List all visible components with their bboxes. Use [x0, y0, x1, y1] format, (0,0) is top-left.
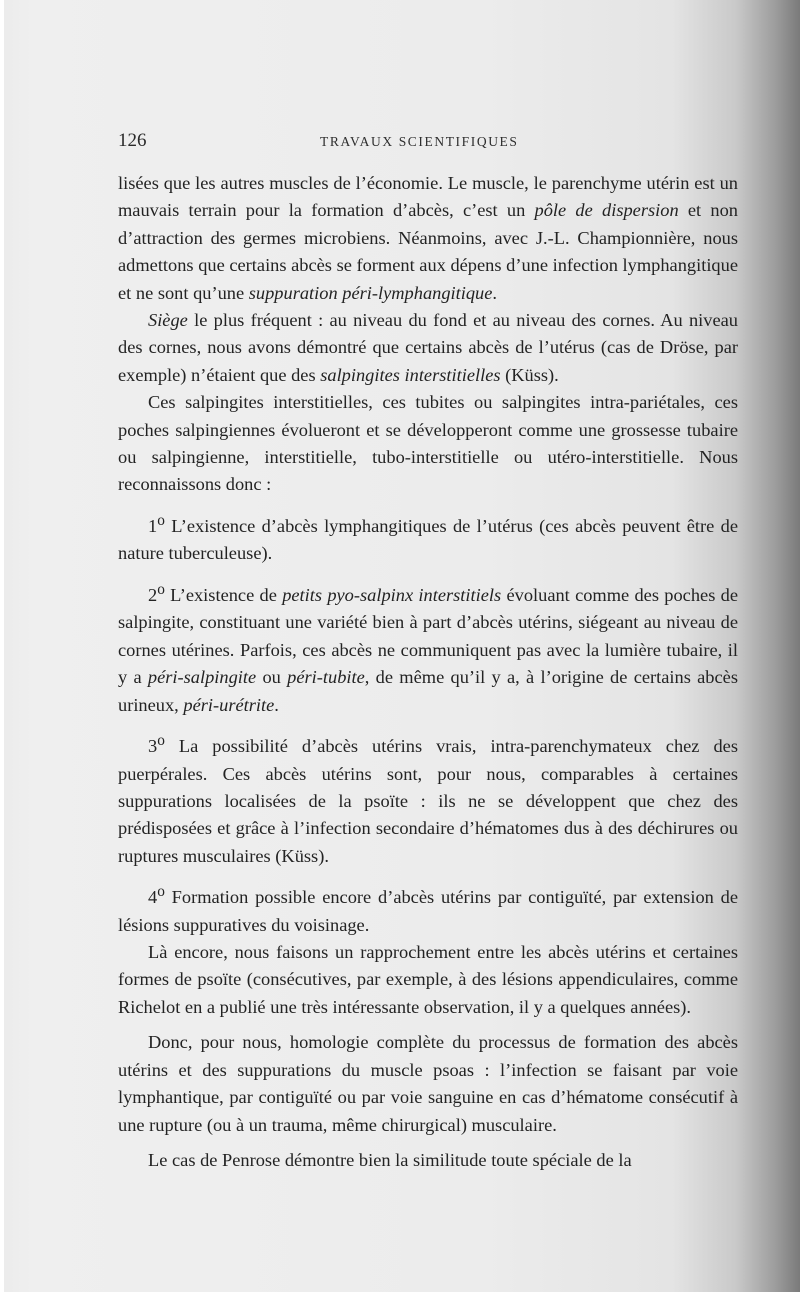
- running-title: TRAVAUX SCIENTIFIQUES: [320, 134, 519, 149]
- paragraph-donc: Donc, pour nous, homologie complète du processus de formation des abcès utérins et des suppurations du muscle psoas : l’infection se faisant par voie lymphantique, par contiguïté ou par voie sanguine en cas d’hématome consécutif à une rupture (ou à un trauma, même chirurgical) musculaire.: [118, 1032, 738, 1135]
- emphasis: petits pyo-salpinx interstitiels: [282, 584, 502, 605]
- list-item-2: 2$^o$ L’existence de petits pyo-salpinx interstitiels évoluant comme des poches de salpingite, constituant une variété bien à part d’abcès utérins, siégeant au niveau de cornes utérines. Parfois, ces abcès ne communiquent pas avec la lumière tubaire, il y a péri-salpingite ou péri-tubite, de même qu’il y a, à l’origine de certains abcès urineux, péri-urétrite.: [118, 580, 738, 715]
- emphasis: péri-salpingite: [147, 667, 257, 688]
- list-item-1: 1$^o$ L’existence d’abcès lymphangitiques de l’utérus (ces abcès peuvent être de nature tuberculeuse).: [118, 511, 738, 564]
- paragraph-la-encore: Là encore, nous faisons un rapprochement entre les abcès utérins et certaines formes de psoïte (consécutives, par exemple, à des lésions appendiculaires, comme Richelot en a publié une très intéressante observation, il y a quelques années).: [118, 942, 738, 1017]
- page-edge: [0, 0, 4, 1292]
- emphasis: Siège: [148, 310, 188, 331]
- body-text: [118, 170, 738, 1174]
- emphasis: suppuration péri-lymphangitique: [248, 282, 493, 303]
- paragraph-siege: Siège le plus fréquent : au niveau du fond et au niveau des cornes. Au niveau des cornes, nous avons démontré que certains abcès de l’utérus (cas de Dröse, par exemple) n’étaient que des salpingites interstitielles (Küss).: [118, 310, 738, 385]
- paragraph-continuation: lisées que les autres muscles de l’économie. Le muscle, le parenchyme utérin est un mauvais terrain pour la formation d’abcès, c’est un pôle de dispersion et non d’attraction des germes microbiens. Néanmoins, avec J.-L. Championnière, nous admettons que certains abcès se forment aux dépens d’une infection lymphangitique et ne sont qu’une suppuration péri-lymphangitique.: [118, 173, 738, 303]
- page-header: [118, 130, 738, 154]
- emphasis: péri-urétrite: [183, 694, 275, 715]
- paragraph-penrose: Le cas de Penrose démontre bien la similitude toute spéciale de la: [148, 1149, 632, 1170]
- paragraph-salpingites: Ces salpingites interstitielles, ces tubites ou salpingites intra-pariétales, ces poches salpingiennes évolueront et se développeront comme une grossesse tubaire ou salpingienne, interstitielle, tubo-interstitielle ou utéro-interstitielle. Nous reconnaissons donc :: [118, 392, 738, 495]
- list-item-4: 4$^o$ Formation possible encore d’abcès utérins par contiguïté, par extension de lésions suppuratives du voisinage.: [118, 883, 738, 935]
- emphasis: péri-tubite: [287, 667, 365, 688]
- page-number: 126: [118, 130, 147, 151]
- list-item-3: 3$^o$ La possibilité d’abcès utérins vrais, intra-parenchymateux chez des puerpérales. Ces abcès utérins sont, pour nous, comparables à certaines suppurations localisées de la psoïte : ils ne se développent que chez des prédisposées et grâce à l’infection secondaire d’hématomes dus à des déchirures ou ruptures musculaires (Küss).: [118, 731, 738, 866]
- emphasis: salpingites interstitielles: [320, 364, 501, 385]
- emphasis: pôle de dispersion: [534, 200, 679, 221]
